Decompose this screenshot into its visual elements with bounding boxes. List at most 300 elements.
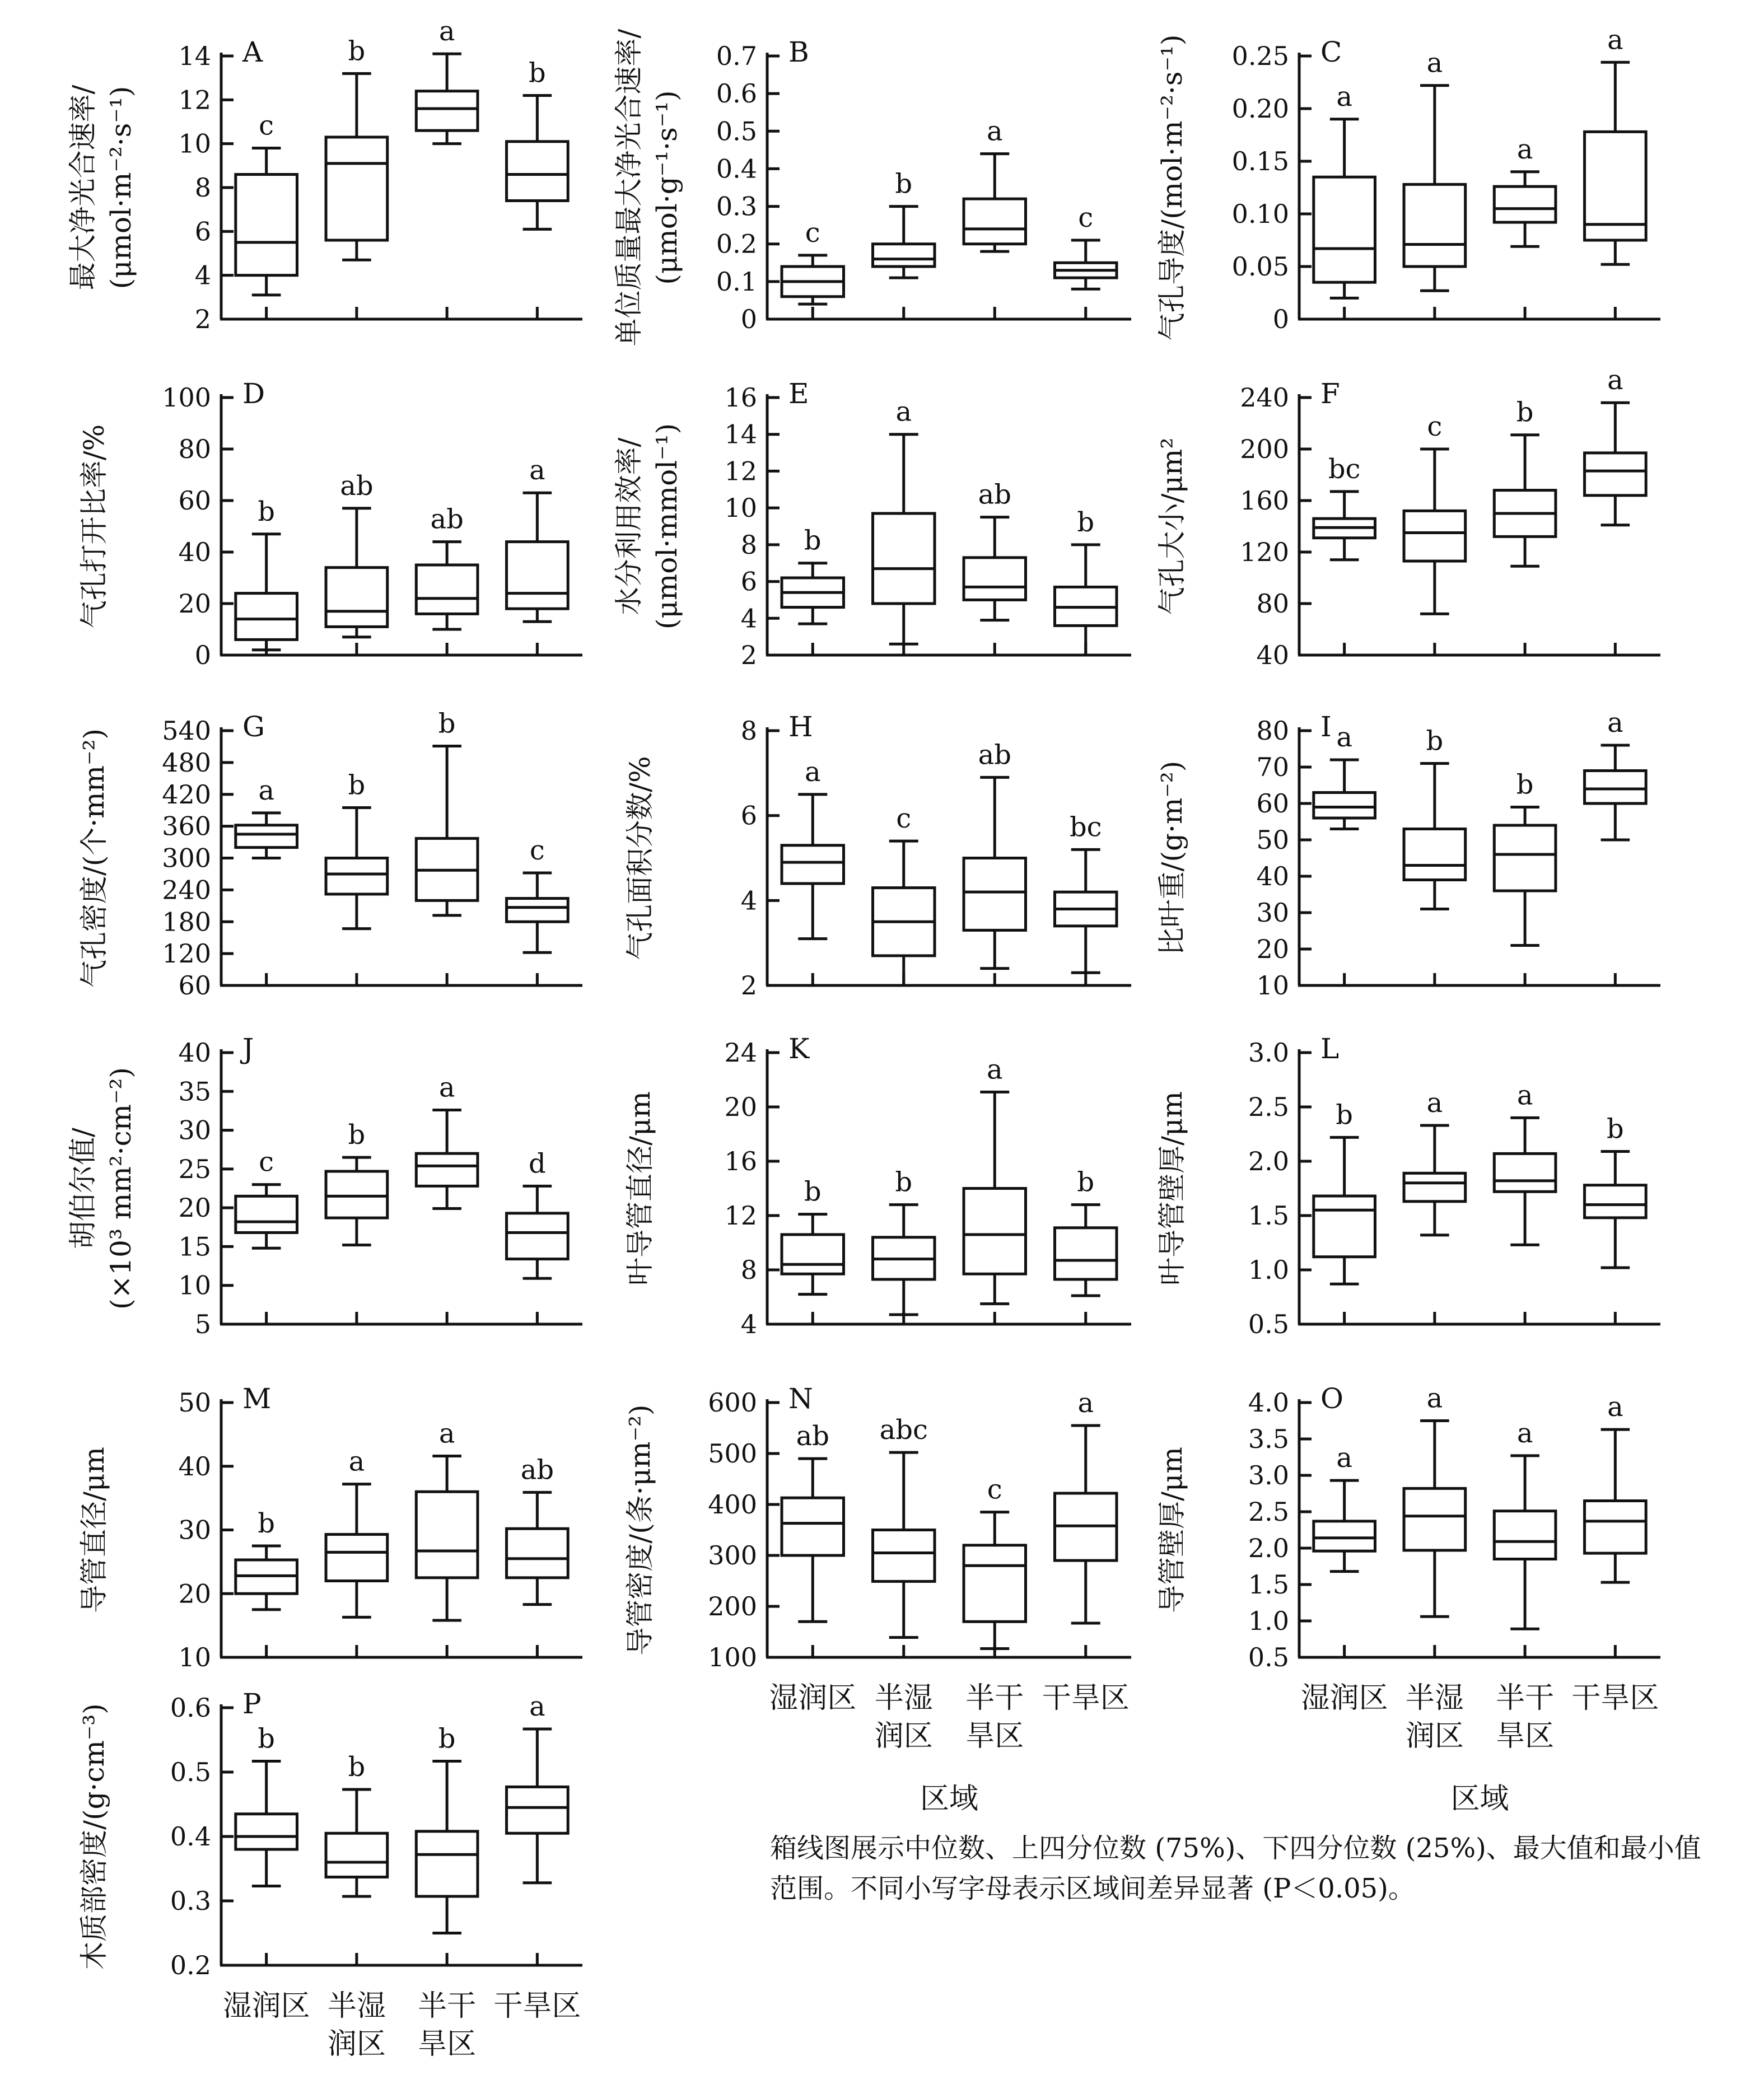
significance-letter: abc [879, 1414, 928, 1446]
significance-letter: a [895, 396, 912, 428]
panel-letter: D [242, 377, 265, 410]
significance-letter: ab [340, 470, 374, 502]
y-axis-label: 导管直径/μm [78, 1447, 110, 1613]
significance-letter: a [1336, 1442, 1352, 1474]
y-tick-label: 6 [194, 216, 211, 247]
significance-letter: a [986, 1054, 1003, 1086]
y-tick-label: 0.3 [170, 1886, 211, 1916]
panel-i [1156, 707, 1660, 1001]
y-tick-label: 120 [162, 938, 211, 969]
box-2 [873, 396, 935, 644]
y-axis-label: (×10³ mm²·cm⁻²) [105, 1067, 137, 1310]
box-body [507, 542, 568, 609]
significance-letter: b [1516, 769, 1534, 801]
significance-letter: ab [978, 479, 1011, 511]
y-axis-label: 导管密度/(条·μm⁻²) [624, 1404, 656, 1656]
y-tick-label: 8 [740, 529, 757, 560]
x-tick-label: 半湿 [327, 1989, 386, 2023]
y-tick-label: 0.15 [1231, 146, 1289, 176]
x-tick-label: 润区 [327, 2027, 386, 2061]
panel-letter: K [788, 1032, 810, 1065]
box-1 [236, 496, 297, 650]
y-tick-label: 0.05 [1231, 251, 1289, 282]
panel-f [1156, 364, 1660, 670]
significance-letter: a [1077, 1387, 1094, 1419]
y-axis-label: 叶导管壁厚/μm [1156, 1091, 1188, 1286]
panel-l [1156, 1032, 1660, 1339]
box-body [1314, 793, 1375, 819]
box-4 [1585, 1391, 1646, 1582]
box-2 [873, 1414, 935, 1637]
box-2 [1404, 411, 1466, 614]
box-3 [964, 1474, 1026, 1649]
box-body [1055, 1228, 1117, 1279]
significance-letter: b [1426, 725, 1444, 757]
y-tick-label: 70 [1256, 752, 1289, 782]
box-4 [1585, 364, 1646, 525]
y-tick-label: 540 [162, 716, 211, 746]
y-tick-label: 25 [178, 1153, 211, 1184]
y-tick-label: 3.0 [1248, 1460, 1289, 1490]
panel-c [1156, 24, 1660, 340]
box-2 [1404, 726, 1466, 909]
significance-letter: ab [430, 503, 464, 535]
y-tick-label: 420 [162, 779, 211, 810]
y-tick-label: 12 [178, 85, 211, 115]
box-4 [1585, 707, 1646, 840]
y-axis-label: 导管壁厚/μm [1156, 1447, 1188, 1613]
significance-letter: a [1426, 1087, 1443, 1119]
x-tick-label: 旱区 [1496, 1719, 1555, 1753]
significance-letter: a [1336, 81, 1352, 113]
box-4 [1055, 202, 1117, 289]
significance-letter: c [987, 1474, 1002, 1506]
significance-letter: d [529, 1148, 546, 1180]
y-tick-label: 4 [194, 260, 211, 291]
box-body [326, 1534, 388, 1581]
y-tick-label: 3.0 [1248, 1038, 1289, 1068]
significance-letter: c [896, 803, 912, 835]
figure-note: 箱线图展示中位数、上四分位数 (75%)、下四分位数 (25%)、最大值和最小值范围。不同小写字母表示区域间差异显著 (P＜0.05)。 [770, 1833, 1701, 1904]
panel-letter: A [242, 36, 263, 68]
y-tick-label: 50 [178, 1387, 211, 1418]
significance-letter: c [1078, 202, 1094, 233]
y-tick-label: 4 [740, 603, 757, 634]
box-body [1404, 511, 1466, 561]
y-tick-label: 0 [1272, 304, 1289, 334]
box-body [1314, 177, 1375, 282]
y-tick-label: 10 [178, 1642, 211, 1672]
x-tick-label: 干旱区 [1571, 1681, 1659, 1715]
y-tick-label: 100 [708, 1642, 757, 1672]
y-axis-label: (μmol·m⁻²·s⁻¹) [105, 86, 137, 289]
y-tick-label: 80 [1256, 588, 1289, 619]
y-tick-label: 0.6 [716, 78, 757, 109]
box-2 [326, 769, 388, 928]
panel-letter: F [1320, 377, 1340, 410]
y-axis-label: 气孔密度/(个·mm⁻²) [78, 728, 110, 988]
y-tick-label: 1.0 [1248, 1255, 1289, 1285]
significance-letter: a [1607, 24, 1623, 56]
panel-o [1156, 1382, 1660, 1816]
box-2 [873, 1167, 935, 1315]
y-tick-label: 0.10 [1231, 199, 1289, 229]
y-tick-label: 300 [162, 843, 211, 873]
box-body [1585, 1185, 1646, 1218]
y-tick-label: 0.5 [1248, 1309, 1289, 1339]
significance-letter: b [1516, 396, 1534, 428]
box-2 [326, 1119, 388, 1245]
box-4 [1055, 1387, 1117, 1623]
y-tick-label: 500 [708, 1438, 757, 1469]
x-tick-label: 干旱区 [493, 1989, 581, 2023]
y-axis-label: 水分利用效率/ [613, 437, 645, 615]
significance-letter: a [1607, 707, 1623, 739]
significance-letter: b [438, 1723, 456, 1755]
y-tick-label: 14 [178, 41, 211, 71]
y-tick-label: 300 [708, 1540, 757, 1571]
box-3 [416, 1072, 478, 1209]
y-tick-label: 0.25 [1231, 41, 1289, 71]
significance-letter: a [1516, 133, 1533, 165]
y-tick-label: 30 [1256, 898, 1289, 928]
box-3 [416, 1723, 478, 1933]
box-body [1404, 1488, 1466, 1550]
significance-letter: b [529, 57, 546, 89]
y-tick-label: 1.5 [1248, 1200, 1289, 1231]
significance-letter: ab [978, 739, 1011, 771]
box-body [236, 1814, 297, 1849]
significance-letter: a [438, 1072, 455, 1104]
y-axis-label: 胡伯尔值/ [67, 1128, 99, 1249]
box-body [964, 1189, 1026, 1274]
x-tick-label: 旱区 [965, 1719, 1024, 1753]
box-body [326, 858, 388, 894]
y-tick-label: 30 [178, 1515, 211, 1545]
box-1 [1314, 1442, 1375, 1572]
significance-letter: a [986, 115, 1003, 147]
significance-letter: c [259, 110, 274, 142]
significance-letter: b [348, 1751, 366, 1783]
box-body [507, 1787, 568, 1833]
y-tick-label: 40 [1256, 640, 1289, 670]
significance-letter: bc [1069, 811, 1102, 843]
y-tick-label: 20 [178, 1193, 211, 1223]
y-tick-label: 16 [724, 382, 757, 413]
box-4 [1055, 811, 1117, 973]
box-1 [782, 1176, 844, 1294]
box-body [416, 1492, 478, 1578]
significance-letter: b [1077, 506, 1095, 538]
box-1 [1314, 81, 1375, 298]
y-tick-label: 20 [178, 588, 211, 619]
y-tick-label: 4.0 [1248, 1387, 1289, 1418]
y-tick-label: 24 [724, 1038, 757, 1068]
significance-letter: a [529, 455, 545, 487]
significance-letter: b [1077, 1166, 1095, 1198]
x-tick-label: 半干 [418, 1989, 477, 2023]
box-3 [964, 1054, 1026, 1303]
box-1 [236, 1723, 297, 1886]
significance-letter: a [1426, 1382, 1443, 1414]
box-body [782, 1235, 844, 1274]
significance-letter: a [1426, 47, 1443, 79]
box-4 [507, 1691, 568, 1883]
box-2 [873, 803, 935, 985]
box-3 [416, 1418, 478, 1620]
significance-letter: b [895, 168, 913, 200]
box-1 [782, 756, 844, 939]
panel-letter: C [1320, 36, 1342, 68]
y-tick-label: 0.1 [716, 266, 757, 297]
box-1 [1314, 1099, 1375, 1284]
panel-g [78, 708, 582, 1001]
y-tick-label: 40 [178, 1451, 211, 1482]
box-4 [1055, 1167, 1117, 1296]
box-body [326, 1833, 388, 1877]
box-body [873, 1530, 935, 1582]
box-body [1494, 186, 1556, 222]
x-tick-label: 润区 [874, 1719, 933, 1753]
panel-letter: E [788, 377, 809, 410]
panel-h [624, 711, 1131, 1001]
panel-k [624, 1032, 1131, 1339]
y-tick-label: 2.0 [1248, 1533, 1289, 1563]
y-tick-label: 40 [178, 537, 211, 567]
y-tick-label: 0.2 [716, 228, 757, 259]
panel-letter: L [1320, 1032, 1340, 1065]
box-body [964, 558, 1026, 600]
significance-letter: a [1607, 1391, 1623, 1423]
y-tick-label: 12 [724, 456, 757, 487]
box-body [326, 1171, 388, 1218]
box-3 [964, 479, 1026, 620]
significance-letter: c [805, 217, 820, 249]
y-tick-label: 30 [178, 1115, 211, 1146]
y-tick-label: 0.4 [716, 153, 757, 184]
y-tick-label: 10 [1256, 970, 1289, 1001]
y-tick-label: 360 [162, 811, 211, 842]
box-body [873, 244, 935, 267]
significance-letter: b [438, 708, 456, 740]
box-body [1404, 1173, 1466, 1201]
significance-letter: b [348, 769, 366, 801]
box-body [236, 593, 297, 640]
y-tick-label: 100 [162, 382, 211, 413]
significance-letter: b [258, 496, 275, 527]
y-tick-label: 15 [178, 1231, 211, 1262]
significance-letter: b [895, 1166, 913, 1198]
y-tick-label: 0.5 [170, 1757, 211, 1787]
significance-letter: a [1516, 1079, 1533, 1111]
y-tick-label: 80 [178, 434, 211, 464]
box-1 [236, 1147, 297, 1249]
box-body [1314, 1521, 1375, 1551]
x-axis-label: 区域 [920, 1782, 979, 1816]
x-tick-label: 半干 [965, 1681, 1024, 1715]
y-tick-label: 2 [740, 640, 757, 670]
y-tick-label: 10 [724, 493, 757, 524]
box-1 [236, 110, 297, 295]
panel-p [78, 1688, 582, 2089]
box-1 [236, 775, 297, 858]
y-axis-label: 气孔导度/(mol·m⁻²·s⁻¹) [1156, 34, 1188, 341]
panel-letter: I [1320, 711, 1332, 743]
box-body [964, 1545, 1026, 1622]
y-axis-label: 叶导管直径/μm [624, 1091, 656, 1286]
box-body [416, 91, 478, 131]
y-tick-label: 20 [724, 1092, 757, 1122]
y-tick-label: 2.0 [1248, 1146, 1289, 1176]
y-axis-label: 最大净光合速率/ [67, 85, 99, 291]
box-1 [1314, 454, 1375, 560]
significance-letter: b [348, 35, 366, 67]
significance-letter: a [348, 1446, 365, 1478]
panel-m [78, 1382, 582, 1672]
box-3 [964, 739, 1026, 968]
y-axis-label: 单位质量最大净光合速率/ [613, 29, 645, 347]
y-axis-label: (μmol·mmol⁻¹) [651, 423, 683, 630]
box-3 [1494, 769, 1556, 946]
box-body [1494, 825, 1556, 891]
y-tick-label: 35 [178, 1076, 211, 1107]
y-tick-label: 6 [740, 566, 757, 597]
box-body [416, 1153, 478, 1186]
y-tick-label: 4 [740, 1309, 757, 1339]
box-body [236, 175, 297, 275]
box-body [1585, 453, 1646, 496]
y-tick-label: 2.5 [1248, 1092, 1289, 1122]
significance-letter: b [1607, 1113, 1624, 1145]
y-tick-label: 12 [724, 1200, 757, 1231]
y-tick-label: 20 [178, 1578, 211, 1609]
panel-letter: M [242, 1382, 272, 1415]
box-2 [1404, 1383, 1466, 1617]
panel-letter: P [242, 1688, 262, 1720]
box-body [782, 845, 844, 884]
box-body [326, 568, 388, 627]
x-tick-label: 半湿 [874, 1681, 933, 1715]
significance-letter: a [1607, 364, 1623, 396]
y-tick-label: 8 [740, 716, 757, 746]
y-tick-label: 40 [1256, 861, 1289, 891]
x-tick-label: 干旱区 [1042, 1681, 1130, 1715]
panel-j [67, 1032, 582, 1339]
box-body [507, 1529, 568, 1578]
y-tick-label: 0 [194, 640, 211, 670]
y-axis-label: (μmol·g⁻¹·s⁻¹) [651, 90, 683, 285]
significance-letter: b [258, 1723, 275, 1755]
y-tick-label: 60 [178, 485, 211, 516]
panel-d [78, 377, 582, 670]
box-3 [1494, 397, 1556, 567]
box-4 [1585, 24, 1646, 264]
x-axis-label: 区域 [1450, 1782, 1509, 1816]
box-body [873, 513, 935, 604]
panel-a [67, 16, 582, 334]
y-axis-label: 气孔打开比率/% [78, 424, 110, 629]
box-4 [1055, 507, 1117, 655]
box-body [1494, 1511, 1556, 1559]
y-tick-label: 160 [1240, 485, 1289, 516]
box-body [1404, 829, 1466, 880]
significance-letter: a [529, 1690, 545, 1722]
y-tick-label: 10 [178, 1270, 211, 1301]
significance-letter: a [438, 1418, 455, 1450]
box-2 [873, 169, 935, 278]
y-tick-label: 0.5 [716, 116, 757, 147]
x-tick-label: 旱区 [418, 2027, 477, 2061]
y-tick-label: 0.5 [1248, 1642, 1289, 1672]
box-body [236, 1196, 297, 1232]
y-tick-label: 80 [1256, 716, 1289, 746]
significance-letter: a [804, 756, 821, 788]
box-body [507, 142, 568, 201]
y-tick-label: 8 [740, 1255, 757, 1285]
box-3 [416, 504, 478, 629]
significance-letter: a [1516, 1417, 1533, 1449]
significance-letter: b [804, 525, 822, 557]
y-tick-label: 6 [740, 800, 757, 831]
significance-letter: ab [520, 1454, 554, 1486]
panel-e [613, 377, 1131, 670]
y-axis-label: 气孔面积分数/% [624, 756, 656, 960]
box-2 [1404, 1087, 1466, 1235]
box-body [1314, 1196, 1375, 1257]
significance-letter: a [1336, 722, 1352, 753]
box-2 [326, 470, 388, 637]
box-4 [507, 835, 568, 952]
box-4 [507, 455, 568, 621]
box-body [782, 1498, 844, 1555]
x-tick-label: 湿润区 [769, 1681, 857, 1715]
y-tick-label: 240 [162, 875, 211, 905]
panel-letter: B [788, 36, 809, 68]
y-tick-label: 0.3 [716, 191, 757, 222]
y-tick-label: 3.5 [1248, 1424, 1289, 1454]
box-1 [782, 217, 844, 304]
significance-letter: ab [796, 1420, 829, 1452]
significance-letter: b [1336, 1099, 1353, 1131]
box-body [964, 199, 1026, 244]
box-body [1494, 1153, 1556, 1191]
box-3 [1494, 1418, 1556, 1629]
significance-letter: c [1427, 411, 1443, 442]
significance-letter: a [258, 774, 274, 806]
y-tick-label: 8 [194, 172, 211, 203]
y-tick-label: 180 [162, 906, 211, 937]
panel-letter: H [788, 711, 813, 743]
box-4 [507, 1454, 568, 1604]
y-tick-label: 120 [1240, 537, 1289, 567]
y-tick-label: 0 [740, 304, 757, 334]
box-body [1585, 1501, 1646, 1554]
box-1 [782, 525, 844, 624]
box-1 [782, 1420, 844, 1621]
x-tick-label: 半干 [1496, 1681, 1555, 1715]
box-body [326, 137, 388, 240]
box-2 [326, 1751, 388, 1896]
y-tick-label: 60 [178, 970, 211, 1001]
y-tick-label: 14 [724, 419, 757, 450]
box-4 [507, 1148, 568, 1278]
box-body [1404, 184, 1466, 267]
y-tick-label: 0.6 [170, 1693, 211, 1723]
box-3 [1494, 134, 1556, 246]
significance-letter: a [438, 16, 455, 48]
significance-letter: b [348, 1119, 366, 1151]
y-tick-label: 0.2 [170, 1950, 211, 1980]
